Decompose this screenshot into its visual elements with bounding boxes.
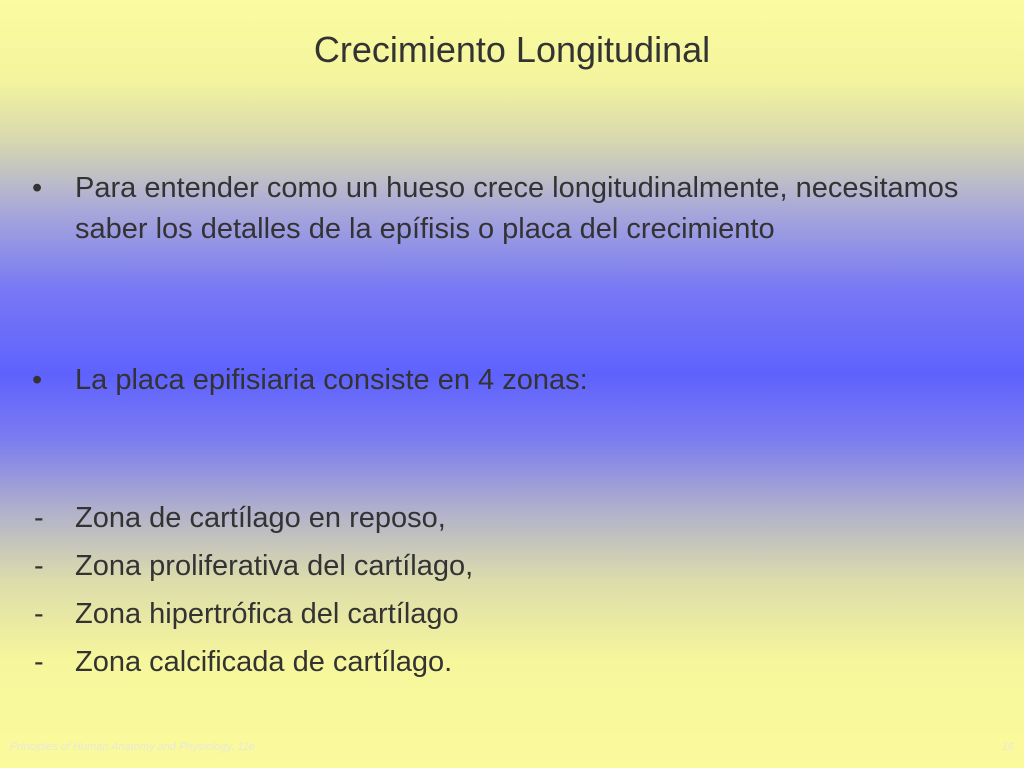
bullet-item — [30, 168, 990, 250]
zone-text: Zona hipertrófica del cartílago — [75, 598, 459, 630]
dash-marker: - — [34, 598, 44, 630]
dash-marker: - — [34, 646, 44, 678]
footer-book-title: Principles of Human Anatomy and Physiology, 11e — [10, 741, 255, 753]
bullet-text: Para entender como un hueso crece longitudinalmente, necesitamos saber los detalles de la epífisis o placa del crecimiento — [75, 172, 959, 245]
zone-list — [30, 494, 990, 686]
zone-text: Zona proliferativa del cartílago, — [75, 550, 474, 582]
slide-title: Crecimiento Longitudinal — [313, 29, 711, 70]
bullet-marker: • — [32, 364, 43, 396]
zone-text: Zona de cartílago en reposo, — [75, 502, 446, 534]
bullet-text: La placa epifisiaria consiste en 4 zonas: — [75, 364, 588, 396]
bullet-list — [30, 168, 990, 401]
zone-item — [30, 638, 990, 686]
zone-item — [30, 542, 990, 590]
bullet-marker: • — [32, 172, 43, 204]
slide-number: 16 — [1001, 741, 1014, 753]
dash-marker: - — [34, 502, 44, 534]
zone-item — [30, 494, 990, 542]
zone-item — [30, 590, 990, 638]
bullet-item — [30, 360, 990, 401]
zone-text: Zona calcificada de cartílago. — [75, 646, 453, 678]
dash-marker: - — [34, 550, 44, 582]
